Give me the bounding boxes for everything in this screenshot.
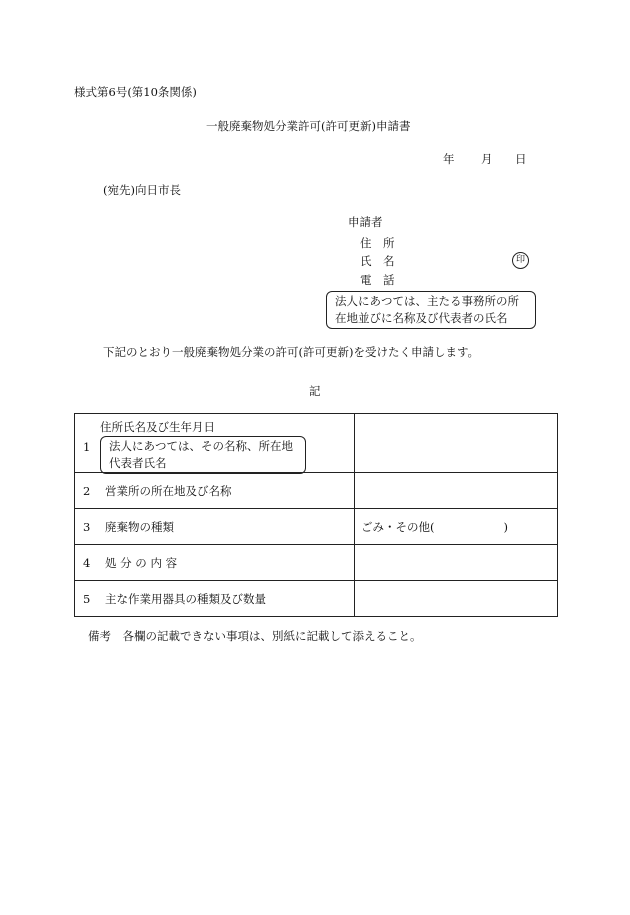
table-row — [75, 473, 558, 509]
date-year: 年 — [443, 152, 455, 166]
table-row — [75, 545, 558, 581]
row-label-cell — [75, 473, 355, 509]
date-day: 日 — [515, 152, 527, 166]
remarks: 備考 各欄の記載できない事項は、別紙に記載して添えること。 — [88, 629, 422, 643]
row-label-cell — [75, 545, 355, 581]
date-month: 月 — [481, 152, 493, 166]
row-note-line2: 代表者氏名 — [109, 456, 167, 470]
ki-heading: 記 — [309, 384, 321, 398]
row-number: 2 — [83, 483, 91, 498]
table-row — [75, 581, 558, 617]
row-value — [355, 556, 361, 570]
row-value-cell[interactable] — [355, 509, 558, 545]
row-value: ごみ・その他( ) — [361, 519, 508, 534]
row-number: 3 — [83, 519, 91, 534]
row-number: 4 — [83, 555, 91, 570]
row-label-cell — [75, 581, 355, 617]
corp-note-line2: 在地並びに名称及び代表者の氏名 — [335, 311, 508, 325]
row-value-cell[interactable] — [355, 473, 558, 509]
form-number: 様式第6号(第10条関係) — [74, 85, 197, 99]
row-value-cell[interactable] — [355, 581, 558, 617]
row-number: 1 — [83, 440, 91, 454]
seal-icon: 印 — [512, 252, 529, 269]
row-label: 処 分 の 内 容 — [105, 555, 178, 570]
application-table — [74, 413, 558, 617]
applicant-heading: 申請者 — [348, 215, 383, 229]
row-value — [355, 484, 361, 498]
row-number: 5 — [83, 591, 91, 606]
addressee: (宛先)向日市長 — [103, 183, 181, 197]
corp-note-line1: 法人にあつては、主たる事務所の所 — [335, 294, 519, 308]
corp-note-bracket — [326, 291, 536, 329]
row-value-cell[interactable] — [355, 545, 558, 581]
row-label-cell — [75, 509, 355, 545]
row-note-bracket — [100, 436, 306, 474]
table-row — [75, 414, 558, 473]
intro-text: 下記のとおり一般廃棄物処分業の許可(許可更新)を受けたく申請します。 — [103, 345, 480, 359]
row-label: 廃棄物の種類 — [105, 519, 174, 534]
row-label: 営業所の所在地及び名称 — [105, 483, 232, 498]
row-label-cell — [75, 414, 355, 473]
applicant-phone-label: 電 話 — [360, 273, 395, 287]
row-value — [355, 436, 361, 450]
row-note-line1: 法人にあつては、その名称、所在地 — [109, 439, 293, 453]
row-label: 住所氏名及び生年月日 — [100, 420, 215, 434]
applicant-name-label: 氏 名 — [360, 254, 395, 268]
table-row — [75, 509, 558, 545]
row-value-cell[interactable] — [355, 414, 558, 473]
page-title: 一般廃棄物処分業許可(許可更新)申請書 — [206, 119, 411, 133]
row-value — [355, 592, 361, 606]
row-label: 主な作業用器具の種類及び数量 — [105, 591, 266, 606]
applicant-address-label: 住 所 — [360, 236, 395, 250]
